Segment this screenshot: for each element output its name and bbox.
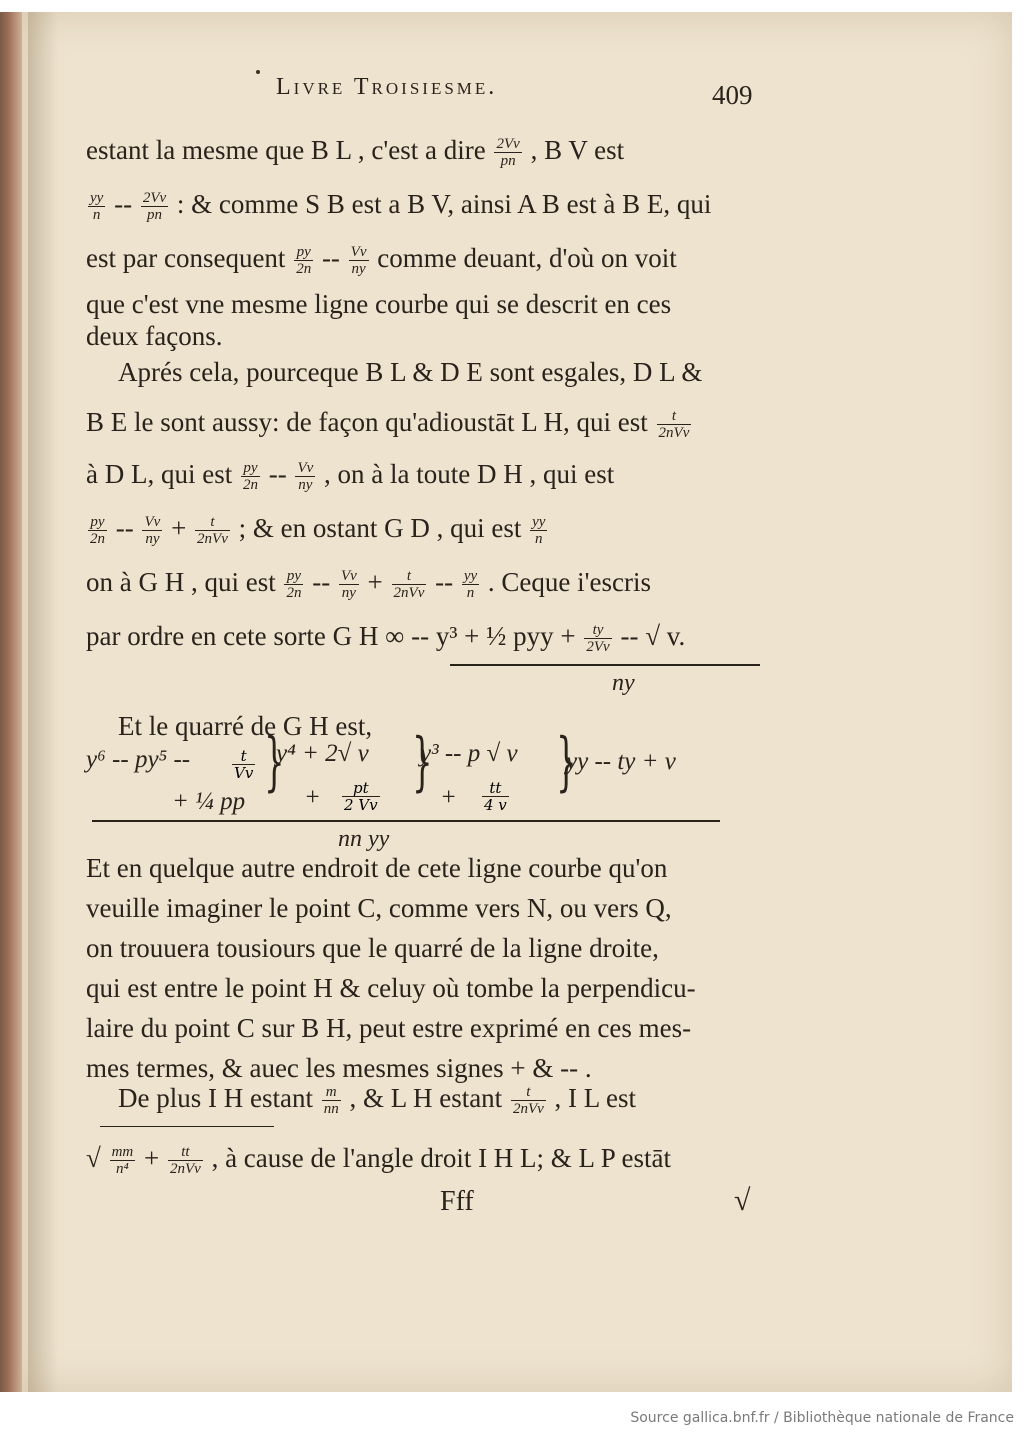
line-text: qui est entre le point H & celuy où tombe la perpendicu- [86, 973, 696, 1003]
numerator: Vv [144, 514, 161, 531]
numerator: ty [584, 622, 611, 639]
numerator: 2Vv [496, 136, 520, 153]
text-line-19 [118, 1072, 808, 1125]
denominator: n [535, 531, 543, 548]
line-text: ; & en ostant G D , qui est [238, 513, 522, 543]
denominator: nn [323, 1101, 339, 1118]
numerator: mm [111, 1144, 134, 1161]
line-text: on à G H , qui est [86, 567, 276, 597]
denominator: 2nVv [197, 531, 228, 548]
denominator: 2nVv [512, 1101, 544, 1118]
signature-mark: Fff [440, 1186, 474, 1217]
denominator: 2nVv [393, 585, 425, 602]
line-text: , & L H estant [349, 1083, 503, 1113]
denominator: pn [146, 207, 162, 224]
numerator: Vv [340, 568, 357, 585]
line-text: deux façons. [86, 321, 223, 351]
minus-sign: -- [321, 243, 340, 273]
plus-sign: + [171, 513, 187, 543]
gutter-shadow [28, 12, 58, 1392]
text-line-6 [118, 346, 808, 399]
line-text: : & comme S B est a B V, ainsi A B est à B E, qui [176, 189, 712, 219]
fraction [511, 1084, 546, 1117]
minus-sign: -- [115, 513, 134, 543]
plus-sign: + [304, 784, 321, 811]
line-text: Aprés cela, pourceque B L & D E sont esgales, D L & [118, 357, 703, 387]
denominator: ny [351, 261, 366, 278]
text-line-8 [86, 448, 776, 501]
ink-dot [256, 70, 260, 74]
line-text: , à cause de l'angle droit I H L; & L P estāt [211, 1143, 672, 1173]
numerator: tt [168, 1144, 203, 1161]
text-line-1 [86, 124, 776, 177]
denominator: Vv [234, 764, 254, 782]
line-text: -- √ v. [620, 621, 686, 651]
fraction [141, 190, 168, 223]
plus-sign: + [144, 1143, 160, 1173]
numerator: py [284, 568, 303, 585]
line-text: comme deuant, d'où on voit [377, 243, 677, 273]
brace: } [264, 725, 285, 799]
line-text: par ordre en cete sorte G H ∞ -- y³ + ½ pyy + [86, 621, 576, 651]
denominator: 2 Vv [344, 796, 378, 814]
denominator: n [466, 585, 475, 602]
fraction [494, 136, 521, 169]
fraction [339, 568, 359, 601]
fraction [584, 622, 611, 655]
line-text: est par consequent [86, 243, 286, 273]
formula-term-1: y⁶ -- py⁵ -- [86, 746, 191, 773]
minus-sign: -- [268, 459, 287, 489]
fraction [88, 190, 105, 223]
denominator: 2nVv [658, 425, 690, 442]
line-text: . Ceque i'escris [487, 567, 651, 597]
denominator-ny: ny [612, 670, 635, 696]
numerator: yy [532, 514, 546, 531]
running-header: Livre Troisiesme. [276, 74, 498, 100]
denominator: 2n [296, 261, 312, 278]
line-text: à D L, qui est [86, 459, 233, 489]
formula-term-4: yy -- ty + v [566, 748, 676, 775]
radical-sign: √ [86, 1143, 101, 1173]
fraction [294, 244, 313, 277]
plus-sign: + [367, 567, 383, 597]
fraction [110, 1144, 136, 1177]
line-text: que c'est vne mesme ligne courbe qui se descrit en ces [86, 289, 672, 319]
numerator: tt [482, 780, 509, 797]
denominator: pn [500, 153, 516, 170]
fraction [241, 460, 260, 493]
text-line-20 [86, 1132, 776, 1185]
text-line-10 [86, 556, 776, 609]
numerator: t [657, 408, 692, 425]
numerator: py [294, 244, 313, 261]
numerator: t [232, 748, 255, 765]
line-text: , I L est [554, 1083, 636, 1113]
denominator: ny [298, 477, 313, 494]
line-text: on trouuera tousiours que le quarré de la ligne droite, [86, 933, 659, 963]
fraction [462, 568, 479, 601]
fraction [349, 244, 369, 277]
fraction [232, 748, 255, 781]
fraction [392, 568, 427, 601]
fraction [168, 1144, 203, 1177]
numerator: pt [342, 780, 380, 797]
fraction-bar [92, 820, 720, 822]
numerator: yy [463, 568, 478, 585]
minus-sign: -- [114, 189, 133, 219]
denominator: ny [145, 531, 160, 548]
text-line-7 [86, 396, 776, 449]
radical-bar [100, 1126, 274, 1127]
plus-sign: + [440, 784, 457, 811]
numerator: t [392, 568, 427, 585]
numerator: 2Vv [142, 190, 167, 207]
line-text: De plus I H estant [118, 1083, 313, 1113]
source-credit: Source gallica.bnf.fr / Bibliothèque nationale de France [630, 1410, 1014, 1426]
page-number: 409 [712, 80, 753, 110]
brace: } [412, 725, 433, 799]
formula-term-3: y³ -- p √ v [420, 740, 518, 767]
fraction [88, 514, 107, 547]
denominator: n⁴ [116, 1161, 129, 1178]
denominator: 2n [286, 585, 302, 602]
line-text: , on à la toute D H , qui est [324, 459, 615, 489]
numerator: Vv [297, 460, 314, 477]
line-text: veuille imaginer le point C, comme vers N, ou vers Q, [86, 893, 672, 923]
denominator: 2n [90, 531, 105, 548]
denominator: 4 v [484, 796, 507, 814]
fraction [295, 460, 315, 493]
numerator: py [88, 514, 107, 531]
numerator: yy [90, 190, 104, 207]
line-text: Et en quelque autre endroit de cete ligne courbe qu'on [86, 853, 668, 883]
numerator: py [241, 460, 260, 477]
text-line-2 [86, 178, 776, 231]
line-text: , B V est [530, 135, 625, 165]
fraction [284, 568, 303, 601]
fraction [482, 780, 509, 813]
denominator: 2Vv [586, 639, 610, 656]
denominator: 2nVv [169, 1161, 201, 1178]
numerator: Vv [350, 244, 367, 261]
denominator-nnyy: nn yy [338, 826, 390, 852]
minus-sign: -- [435, 567, 454, 597]
fraction [657, 408, 692, 441]
line-text: mes termes, & auec les mesmes signes + & -- . [86, 1053, 592, 1083]
denominator: 2n [242, 477, 258, 494]
fraction-bar [450, 664, 760, 666]
denominator: n [92, 207, 101, 224]
text-line-9 [86, 502, 776, 555]
numerator: t [511, 1084, 546, 1101]
formula-term-2: y⁴ + 2√ v [276, 740, 369, 767]
catchword: √ [734, 1184, 751, 1217]
minus-sign: -- [312, 567, 331, 597]
fraction [142, 514, 162, 547]
line-text: B E le sont aussy: de façon qu'adioustāt L H, qui est [86, 407, 648, 437]
numerator: t [195, 514, 230, 531]
numerator: m [322, 1084, 341, 1101]
line-text: laire du point C sur B H, peut estre exprimé en ces mes- [86, 1013, 692, 1043]
line-text: Et le quarré de G H est, [118, 711, 373, 741]
line-text: estant la mesme que B L , c'est a dire [86, 135, 486, 165]
denominator: ny [341, 585, 356, 602]
fraction [322, 1084, 341, 1117]
fraction [342, 780, 380, 813]
brace: } [556, 725, 577, 799]
fraction [530, 514, 547, 547]
formula-term-5: + ¼ pp [172, 788, 246, 815]
fraction [195, 514, 230, 547]
text-line-11 [86, 610, 786, 663]
